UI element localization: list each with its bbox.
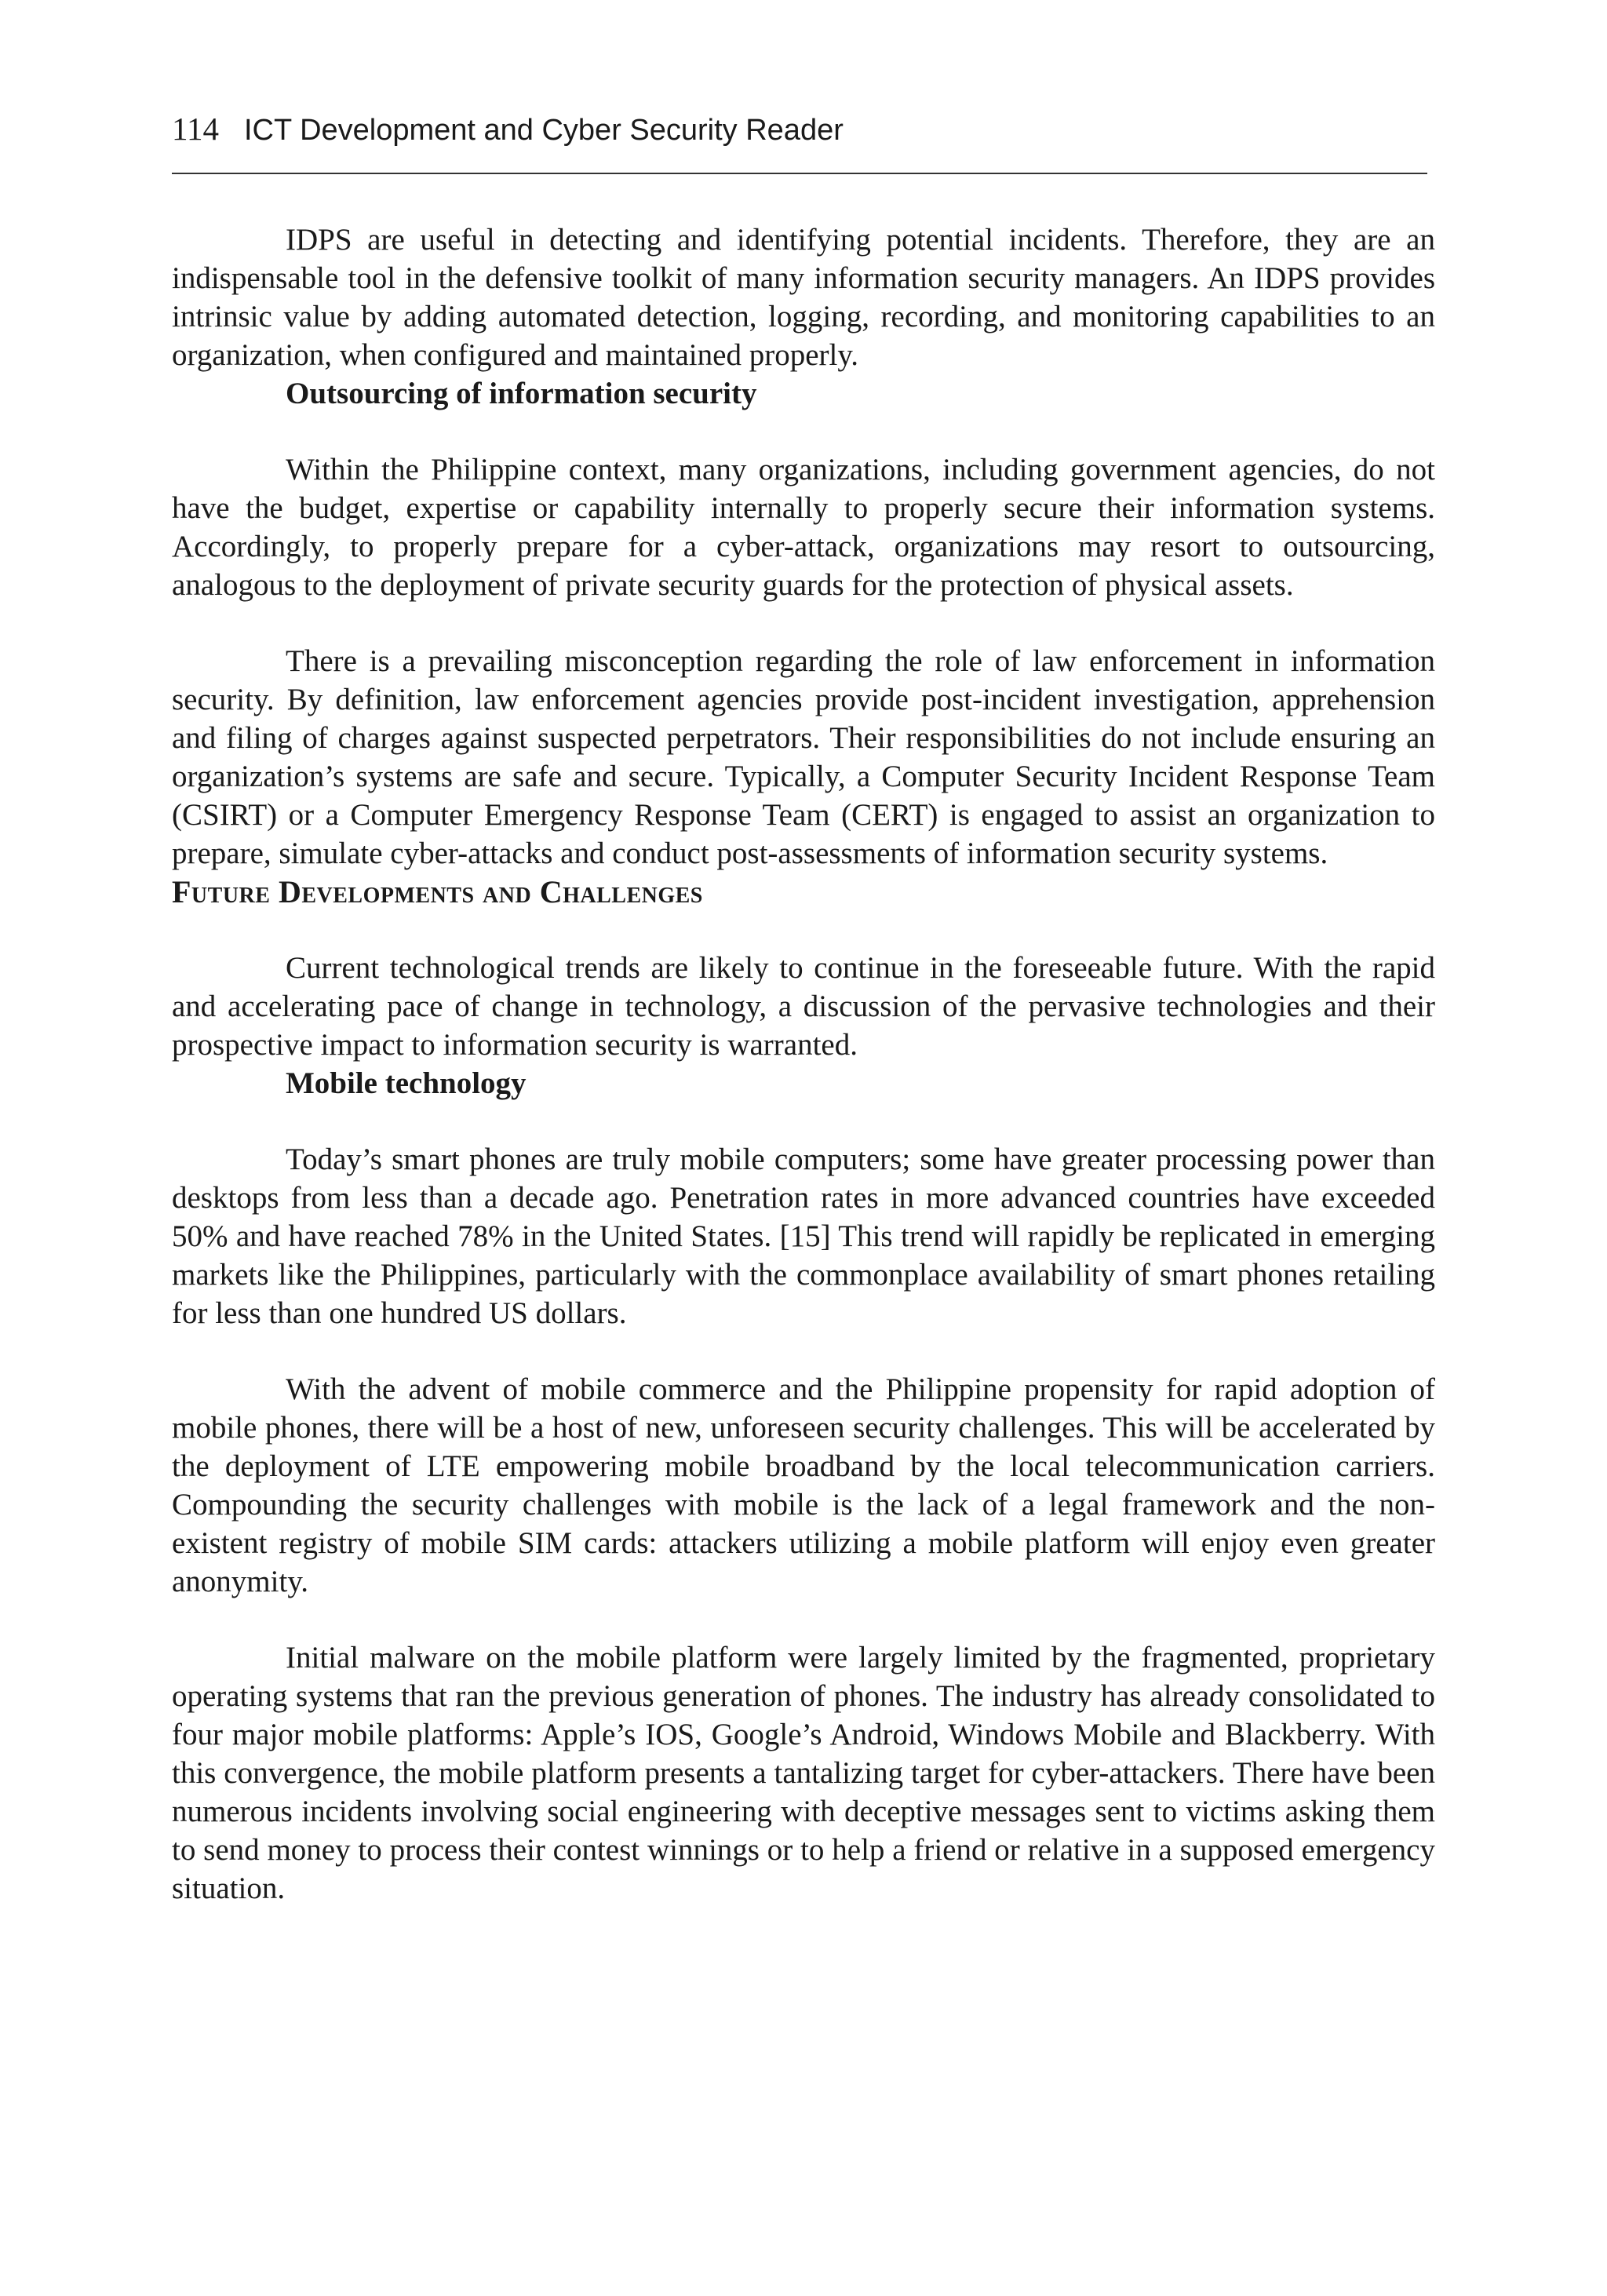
paragraph-law-enforcement: There is a prevailing misconception regarding the role of law enforcement in information security. By definition, law enforcement agencies provide post-incident investigation, apprehension and filing of charges against suspected perpetrators. Their responsibilities do not include ensuring an organization’s systems are safe and secure. Typically, a Computer Security Incident Response Team (CSIRT) or a Computer Emergency Response Team (CERT) is engaged to assist an organization to prepare, simulate cyber-attacks and conduct post-assessments of information security systems. (172, 644, 1435, 870)
page-number: 114 (172, 111, 219, 147)
running-header (172, 110, 1435, 149)
running-title: ICT Development and Cyber Security Reader (243, 114, 844, 147)
header-rule (172, 173, 1427, 174)
paragraph-smart-phones: Today’s smart phones are truly mobile computers; some have greater processing power than desktops from less than a decade ago. Penetration rates in more advanced countries have exceeded 50% and have reached 78% in the United States. [15] This trend will rapidly be replicated in emerging markets like the Philippines, particularly with the commonplace availability of smart phones retailing for less than one hundred US dollars. (172, 1143, 1435, 1330)
subheading-mobile-technology: Mobile technology (286, 1066, 527, 1100)
paragraph-technological-trends: Current technological trends are likely to continue in the foreseeable future. With the rapid and accelerating pace of change in technology, a discussion of the pervasive technologies and their prospective impact to information security is warranted. (172, 951, 1435, 1062)
subheading-outsourcing: Outsourcing of information security (286, 377, 757, 410)
paragraph-philippine-context: Within the Philippine context, many organizations, including government agencies, do not have the budget, expertise or capability internally to properly secure their information systems. Accordingly, to properly prepare for a cyber-attack, organizations may resort to outsourcing, analogous to the deployment of private security guards for the protection of physical assets. (172, 453, 1435, 602)
section-heading-future-developments: Future Developments and Challenges (172, 874, 703, 909)
paragraph-idps: IDPS are useful in detecting and identifying potential incidents. Therefore, they are an indispensable tool in the defensive toolkit of many information security managers. An IDPS provides intrinsic value by adding automated detection, logging, recording, and monitoring capabilities to an organization, when configured and maintained properly. (172, 223, 1435, 372)
paragraph-mobile-commerce: With the advent of mobile commerce and the Philippine propensity for rapid adoption of mobile phones, there will be a host of new, unforeseen security challenges. This will be accelerated by the deployment of LTE empowering mobile broadband by the local telecommunication carriers. Compounding the security challenges with mobile is the lack of a legal framework and the non-existent registry of mobile SIM cards: attackers utilizing a mobile platform will enjoy even greater anonymity. (172, 1372, 1435, 1598)
body-text (172, 220, 1435, 1908)
paragraph-mobile-malware: Initial malware on the mobile platform were largely limited by the fragmented, proprietary operating systems that ran the previous generation of phones. The industry has already consolidated to four major mobile platforms: Apple’s IOS, Google’s Android, Windows Mobile and Blackberry. With this convergence, the mobile platform presents a tantalizing target for cyber-attackers. There have been numerous incidents involving social engineering with deceptive messages sent to victims asking them to send money to process their contest winnings or to help a friend or relative in a supposed emergency situation. (172, 1641, 1435, 1905)
